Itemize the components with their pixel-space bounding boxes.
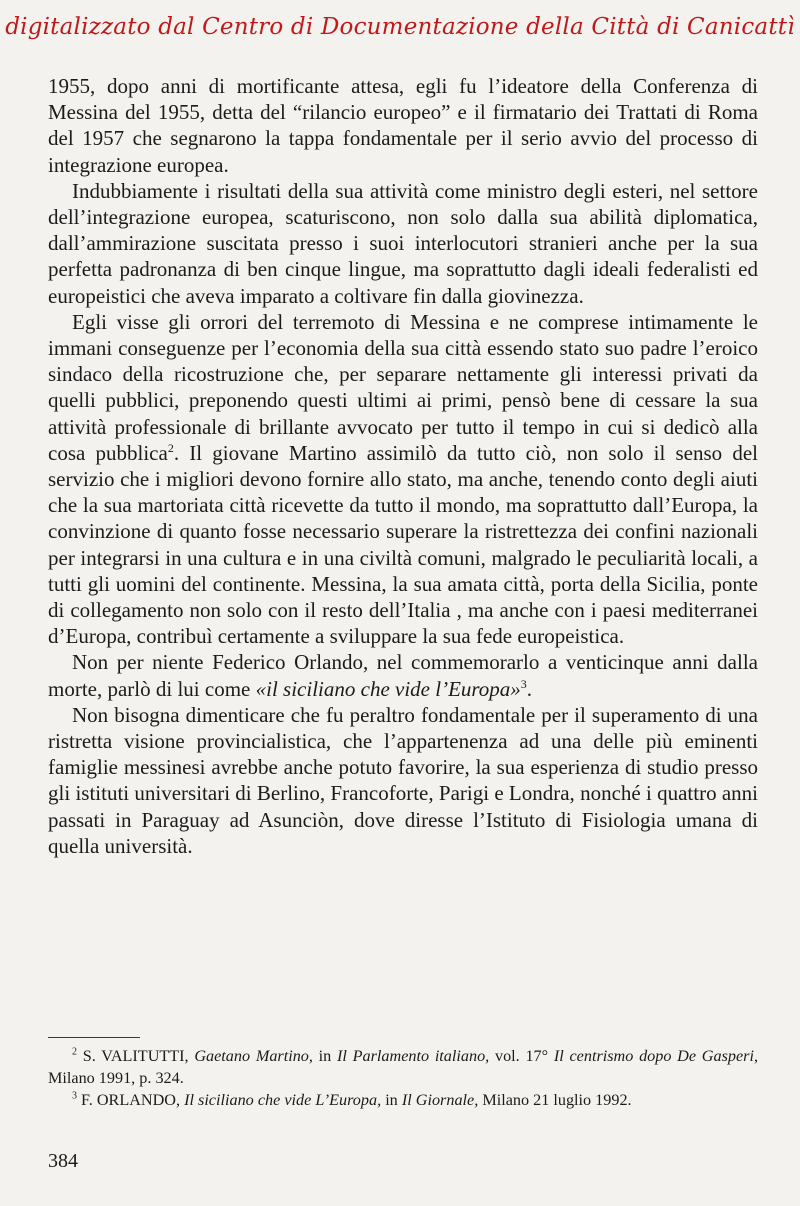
footnote-divider [48, 1037, 140, 1038]
footnote-number: 2 [72, 1046, 77, 1058]
paragraph-1-text: 1955, dopo anni di mortificante attesa, egli fu l’ideatore della Conferenza di Messina del 1955, detta del “rilancio europeo” e il firmatario dei Trattati di Roma del 1957 che segnarono la tappa fondamentale per il serio avvio del processo di integrazione europea. [48, 74, 758, 177]
footnote-ref-3: 3 [520, 676, 527, 691]
footnote-2 [48, 1045, 758, 1089]
paragraph-4-text-cont: . [526, 676, 533, 701]
paragraph-3-text: Egli visse gli orrori del terremoto di Messina e ne comprese intimamente le immani conseguenze per l’economia della sua città essendo stato suo padre l’eroico sindaco della ricostruzione che, per separare nettamente gli interessi privati da quelli pubblici, preponendo questi ultimi ai primi, pensò bene di cessare la sua attività professionale di brillante avvocato per tutto il tempo in cui si dedicò alla cosa pubblica [48, 309, 758, 465]
footnote-source: Il Giornale, [401, 1091, 479, 1109]
footnote-ref-2: 2 [167, 440, 174, 455]
paragraph-5 [48, 702, 758, 859]
footnote-publication: Milano 21 luglio 1992. [478, 1091, 632, 1109]
footnote-3 [48, 1089, 758, 1111]
paragraph-4-text: Non per niente Federico Orlando, nel commemorarlo a venticinque anni dalla morte, parlò di lui come [48, 650, 758, 701]
paragraph-3-text-cont: . Il giovane Martino assimilò da tutto ciò, non solo il senso del servizio che i migliori devono fornire allo stato, ma anche, tenendo conto degli aiuti che la sua martoriata città ricevette da tutto il mondo, ma soprattutto dall’Europa, la convinzione di quanto fosse necessario superare la ristrettezza dei confini nazionali per integrarsi in una cultura e in una civiltà comuni, malgrado le peculiarità locali, a tutti gli uomini del continente. Messina, la sua amata città, porta della Sicilia, ponte di collegamento non solo con il resto dell’Italia , ma anche con i paesi mediterranei d’Europa, contribuì certamente a sviluppare la sua fede europeistica. [48, 440, 758, 649]
paragraph-2-text: Indubbiamente i risultati della sua attività come ministro degli esteri, nel settore dell’integrazione europea, scaturiscono, non solo dalla sua abilità diplomatica, dall’ammirazione suscitata presso i suoi interlocutori stranieri anche per la sua perfetta padronanza di ben cinque lingue, ma soprattutto dagli ideali federalisti ed europeistici che aveva imparato a coltivare fin dalla giovinezza. [48, 178, 758, 308]
footnote-connector: , in [308, 1047, 338, 1065]
paragraph-3 [48, 309, 758, 650]
paragraph-1 [48, 73, 758, 178]
orlando-quote: «il siciliano che vide l’Europa» [255, 676, 521, 701]
footnote-author: F. ORLANDO, [77, 1091, 185, 1109]
footnote-volume: vol. 17° [489, 1047, 554, 1065]
paragraph-4 [48, 649, 758, 701]
footnote-author: S. VALITUTTI, [77, 1047, 195, 1065]
footnote-publication: , Milano 1991, p. 324. [48, 1047, 759, 1087]
page-number: 384 [48, 1150, 78, 1172]
digitization-watermark: digitalizzato dal Centro di Documentazione della Città di Canicattì [5, 14, 795, 40]
footnote-title: Il siciliano che vide L’Europa, [184, 1091, 382, 1109]
footnote-source: Il Parlamento italiano, [337, 1047, 490, 1065]
paragraph-2 [48, 178, 758, 309]
footnote-connector: in [381, 1091, 402, 1109]
paragraph-5-text: Non bisogna dimenticare che fu peraltro fondamentale per il superamento di una ristretta visione provincialistica, che l’appartenenza ad una delle più eminenti famiglie messinesi avrebbe anche potuto favorire, la sua esperienza di studio presso gli istituti universitari di Berlino, Francoforte, Parigi e Londra, nonché i quattro anni passati in Paraguay ad Asunciòn, dove diresse l’Istituto di Fisiologia umana di quella università. [48, 702, 758, 858]
body-text [48, 73, 758, 859]
footnote-number: 3 [72, 1090, 77, 1102]
footnotes [48, 1045, 758, 1111]
footnote-title: Gaetano Martino [194, 1047, 309, 1065]
footnote-subtitle: Il centrismo dopo De Gasperi [553, 1047, 754, 1065]
